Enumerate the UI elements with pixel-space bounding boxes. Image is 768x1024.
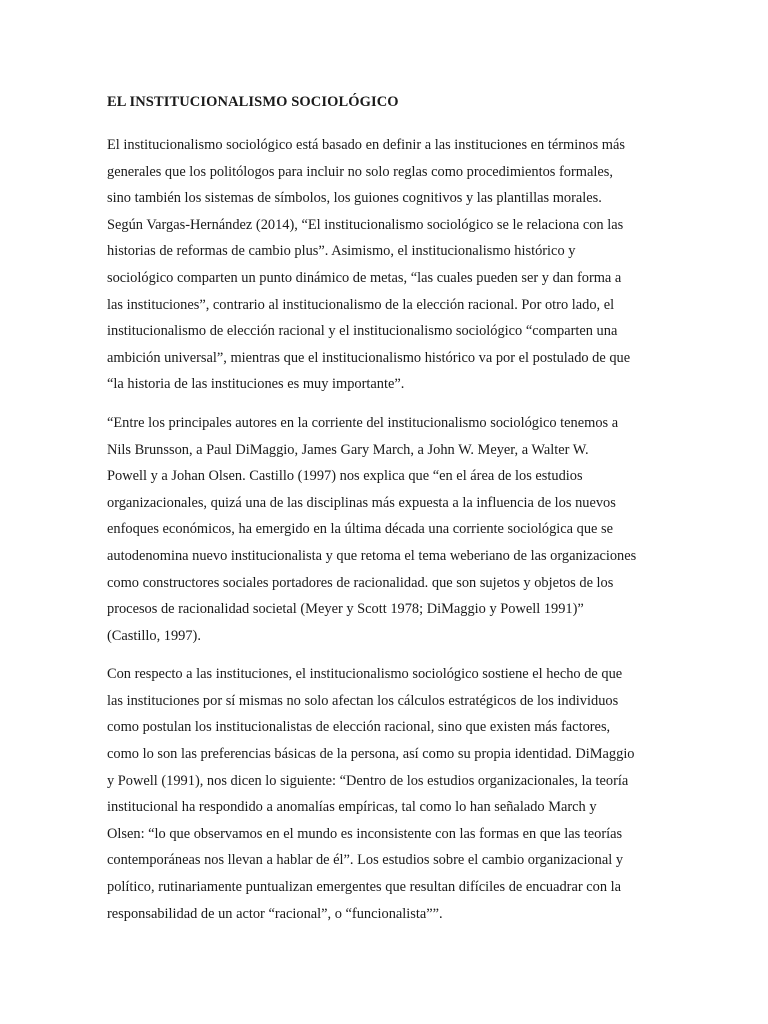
document-page (107, 93, 663, 939)
text-line: “la historia de las instituciones es muy importante”. (107, 376, 405, 393)
text-line: El institucionalismo sociológico está basado en definir a las instituciones en términos más (107, 137, 625, 153)
text-line: Powell y a Johan Olsen. Castillo (1997) nos explica que “en el área de los estudios (107, 468, 583, 485)
text-line: político, rutinariamente puntualizan emergentes que resultan difíciles de encuadrar con la (107, 879, 621, 896)
text-line: institucionalismo de elección racional y el institucionalismo sociológico “comparten una (107, 323, 618, 340)
text-line: las instituciones”, contrario al institucionalismo de la elección racional. Por otro lado, el (107, 296, 615, 313)
text-line: enfoques económicos, ha emergido en la última década una corriente sociológica que se (107, 521, 614, 538)
text-line: como constructores sociales portadores de racionalidad. que son sujetos y objetos de los (107, 574, 614, 591)
text-line: generales que los politólogos para incluir no solo reglas como procedimientos formales, (107, 163, 613, 180)
text-line: (Castillo, 1997). (107, 627, 201, 644)
text-line: y Powell (1991), nos dicen lo siguiente: “Dentro de los estudios organizacionales, la teoría (107, 772, 629, 789)
document-title: EL INSTITUCIONALISMO SOCIOLÓGICO (107, 94, 399, 110)
text-line: “Entre los principales autores en la corriente del institucionalismo sociológico tenemos a (107, 414, 619, 431)
text-line: Con respecto a las instituciones, el institucionalismo sociológico sostiene el hecho de que (107, 666, 623, 683)
text-line: Olsen: “lo que observamos en el mundo es inconsistente con las formas en que las teorías (107, 825, 623, 842)
text-line: autodenomina nuevo institucionalista y que retoma el tema weberiano de las organizaciones (107, 547, 637, 564)
text-line: procesos de racionalidad societal (Meyer y Scott 1978; DiMaggio y Powell 1991)” (107, 601, 584, 618)
text-line: organizacionales, quizá una de las disciplinas más expuesta a la influencia de los nuevos (107, 494, 616, 511)
text-line: historias de reformas de cambio plus”. Asimismo, el institucionalismo histórico y (107, 243, 576, 260)
text-line: como postulan los institucionalistas de elección racional, sino que existen más factores, (107, 719, 611, 736)
paragraph-1 (107, 132, 663, 398)
text-line: sino también los sistemas de símbolos, los guiones cognitivos y las plantillas morales. (107, 190, 602, 207)
paragraph-3 (107, 661, 663, 927)
text-line: como lo son las preferencias básicas de la persona, así como su propia identidad. DiMaggio (107, 746, 635, 763)
text-line: ambición universal”, mientras que el institucionalismo histórico va por el postulado de que (107, 349, 631, 366)
text-line: responsabilidad de un actor “racional”, o “funcionalista””. (107, 905, 443, 922)
text-line: las instituciones por sí mismas no solo afectan los cálculos estratégicos de los individuos (107, 692, 619, 709)
text-line: sociológico comparten un punto dinámico de metas, “las cuales pueden ser y dan forma a (107, 269, 622, 286)
text-line: Según Vargas-Hernández (2014), “El institucionalismo sociológico se le relaciona con las (107, 216, 624, 233)
text-line: institucional ha respondido a anomalías empíricas, tal como lo han señalado March y (107, 799, 597, 816)
paragraph-2 (107, 410, 663, 649)
text-line: contemporáneas nos llevan a hablar de él”. Los estudios sobre el cambio organizacional y (107, 852, 624, 869)
text-line: Nils Brunsson, a Paul DiMaggio, James Gary March, a John W. Meyer, a Walter W. (107, 441, 589, 458)
